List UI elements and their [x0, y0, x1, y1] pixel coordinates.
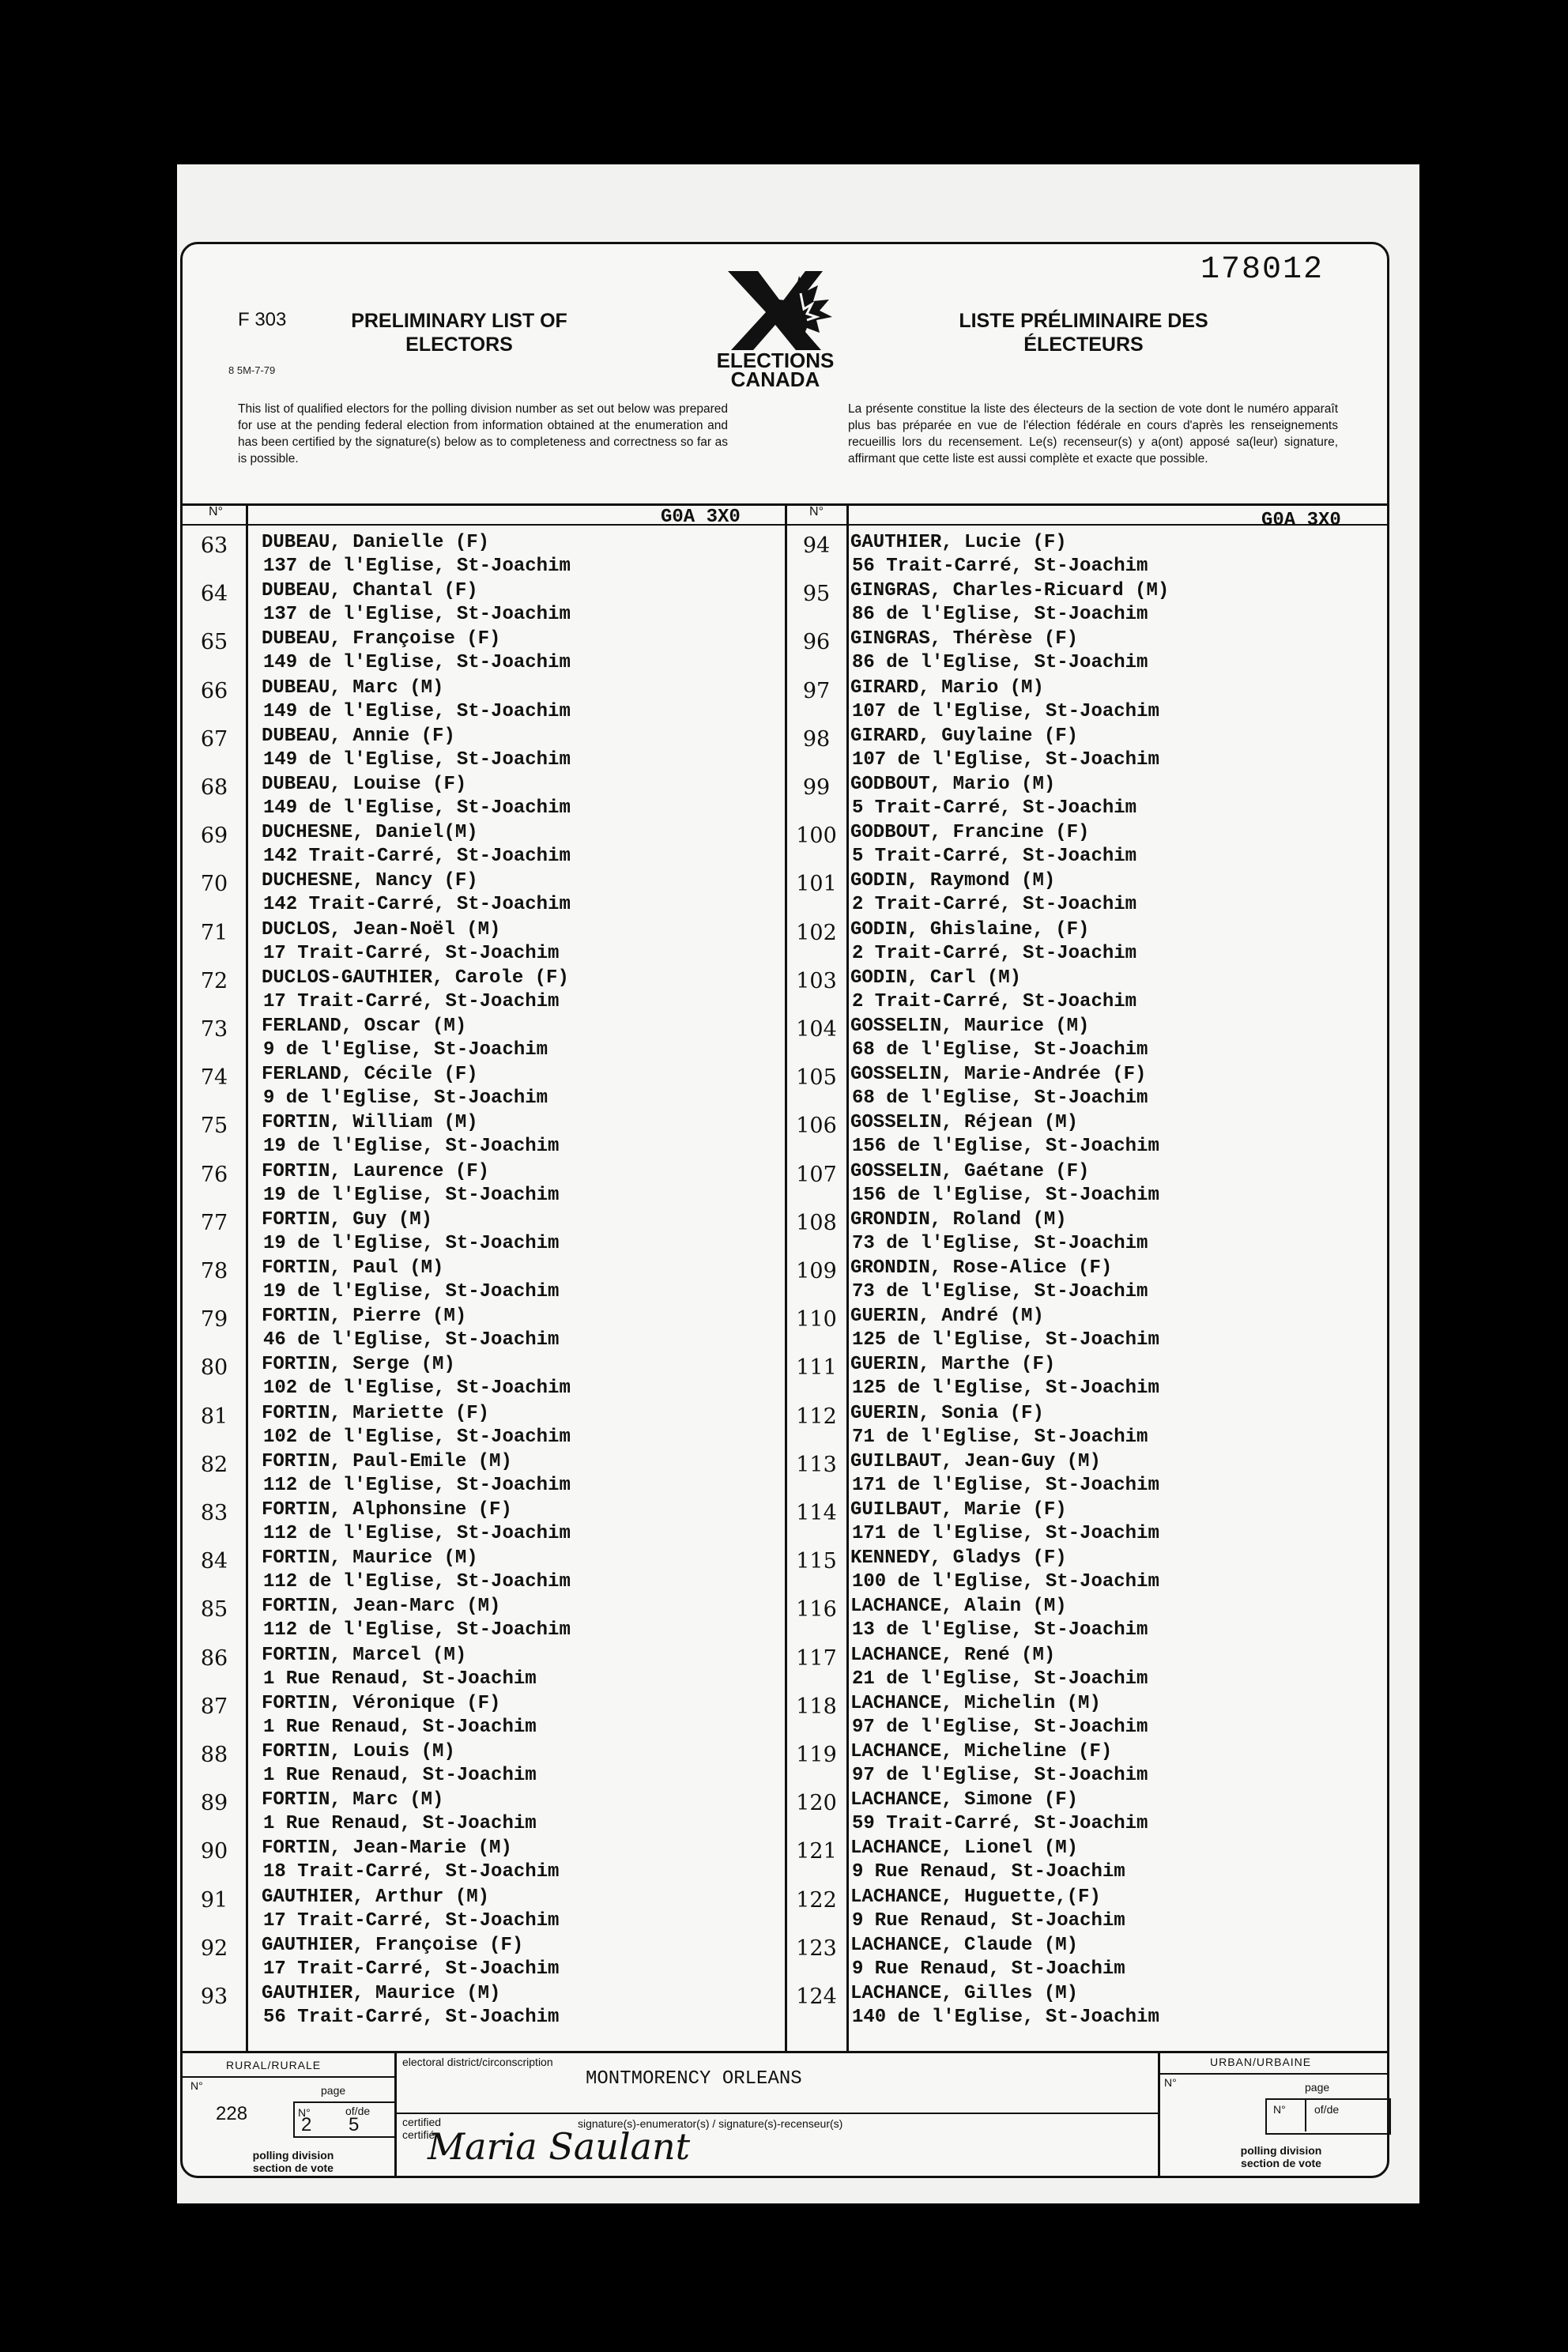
elector-number: 79	[200, 1307, 228, 1332]
elector-number: 71	[200, 920, 228, 945]
logo-wordmark-1: ELECTIONS	[716, 349, 835, 372]
elector-address: 68 de l'Eglise, St-Joachim	[852, 1039, 1148, 1061]
elector-name: DUCHESNE, Nancy (F)	[262, 870, 478, 892]
elector-number: 75	[200, 1114, 228, 1139]
elector-address: 125 de l'Eglise, St-Joachim	[852, 1329, 1159, 1351]
elector-name: FORTIN, Guy (M)	[262, 1208, 433, 1231]
elector-name: FORTIN, Louis (M)	[262, 1741, 455, 1762]
elector-name: FORTIN, Paul-Emile (M)	[262, 1450, 512, 1472]
elector-number: 92	[200, 1936, 228, 1961]
right-postal-code: G0A 3X0	[1261, 510, 1341, 531]
title-french: LISTE PRÉLIMINAIRE DES ÉLECTEURS	[959, 310, 1208, 356]
elector-entry	[183, 822, 1368, 870]
page-number: 2	[301, 2114, 312, 2135]
elector-name: DUCLOS-GAUTHIER, Carole (F)	[262, 967, 569, 989]
footer-rule	[183, 2051, 1389, 2053]
elector-number: 121	[796, 1839, 837, 1864]
elector-number: 120	[796, 1791, 837, 1816]
urban-page-label: page	[1305, 2081, 1330, 2094]
elector-address: 149 de l'Eglise, St-Joachim	[263, 797, 571, 819]
elector-address: 107 de l'Eglise, St-Joachim	[852, 748, 1159, 771]
elector-number: 76	[200, 1162, 228, 1187]
elector-name: GINGRAS, Charles-Ricuard (M)	[850, 580, 1170, 602]
elector-entry	[183, 1306, 1368, 1354]
district-label: electoral district/circonscription	[402, 2056, 553, 2068]
elector-address: 137 de l'Eglise, St-Joachim	[263, 604, 571, 626]
elector-name: FORTIN, Laurence (F)	[262, 1160, 490, 1182]
urban-of-label: of/de	[1314, 2103, 1340, 2116]
elector-entry	[183, 726, 1368, 774]
elector-entry	[183, 1209, 1368, 1257]
elector-name: FORTIN, Serge (M)	[262, 1354, 455, 1376]
elector-address: 102 de l'Eglise, St-Joachim	[263, 1378, 571, 1400]
elector-number: 82	[200, 1452, 228, 1477]
elector-address: 1 Rue Renaud, St-Joachim	[263, 1765, 537, 1786]
elector-name: GOSSELIN, Réjean (M)	[850, 1112, 1079, 1134]
elector-entry	[183, 1499, 1368, 1547]
elector-number: 123	[796, 1936, 837, 1961]
elector-address: 9 Rue Renaud, St-Joachim	[852, 1958, 1125, 1980]
elector-number: 77	[200, 1210, 228, 1235]
elector-name: DUCHESNE, Daniel(M)	[262, 822, 478, 844]
intro-english: This list of qualified electors for the polling division number as set out below was prepared for use at the pending federal election from information obtained at the enumeration and has been certified by the signature(s) below as to completeness and correctness so far as is possible.	[238, 402, 728, 466]
elector-entry	[183, 1403, 1368, 1451]
elector-address: 142 Trait-Carré, St-Joachim	[263, 894, 571, 916]
elector-name: FORTIN, Véronique (F)	[262, 1692, 501, 1714]
elector-number: 116	[796, 1597, 837, 1623]
elector-number: 101	[796, 872, 837, 897]
elector-address: 171 de l'Eglise, St-Joachim	[852, 1523, 1159, 1544]
elector-number: 96	[802, 630, 831, 655]
elector-address: 19 de l'Eglise, St-Joachim	[263, 1184, 560, 1206]
rural-polling-division: polling division section de vote	[252, 2149, 334, 2174]
elector-address: 140 de l'Eglise, St-Joachim	[852, 2007, 1159, 2028]
elector-name: GOSSELIN, Maurice (M)	[850, 1016, 1090, 1037]
elector-address: 73 de l'Eglise, St-Joachim	[852, 1232, 1148, 1254]
elector-number: 98	[802, 726, 831, 752]
elector-address: 73 de l'Eglise, St-Joachim	[852, 1281, 1148, 1302]
elector-number: 104	[796, 1017, 837, 1042]
rural-no-label: N°	[190, 2079, 203, 2092]
elector-name: DUBEAU, Louise (F)	[262, 774, 467, 795]
elections-canada-logo	[696, 265, 854, 391]
elector-address: 156 de l'Eglise, St-Joachim	[852, 1184, 1159, 1206]
elector-number: 85	[200, 1597, 228, 1623]
elector-address: 112 de l'Eglise, St-Joachim	[263, 1571, 571, 1593]
urban-label: URBAN/URBAINE	[1210, 2056, 1312, 2068]
elector-name: DUBEAU, Chantal (F)	[262, 580, 478, 602]
left-postal-code: G0A 3X0	[661, 507, 741, 528]
elector-name: GUILBAUT, Marie (F)	[850, 1499, 1067, 1521]
elector-number: 105	[796, 1065, 837, 1091]
elector-name: GUERIN, Sonia (F)	[850, 1402, 1044, 1424]
elector-address: 46 de l'Eglise, St-Joachim	[263, 1329, 560, 1351]
rural-page-label: page	[321, 2084, 346, 2097]
elector-name: GAUTHIER, Françoise (F)	[262, 1934, 524, 1956]
elector-name: LACHANCE, Lionel (M)	[850, 1838, 1079, 1860]
elector-name: GUILBAUT, Jean-Guy (M)	[850, 1450, 1101, 1472]
urban-no-label: N°	[1164, 2076, 1177, 2089]
elector-number: 115	[796, 1549, 837, 1574]
elector-name: FORTIN, Alphonsine (F)	[262, 1499, 512, 1521]
elector-number: 91	[200, 1887, 228, 1913]
elector-name: DUCLOS, Jean-Noël (M)	[262, 918, 501, 940]
electors-form	[180, 242, 1389, 2178]
elector-entry	[183, 1451, 1368, 1499]
elector-number: 111	[796, 1355, 837, 1381]
elector-number: 80	[200, 1355, 228, 1381]
elector-name: DUBEAU, Annie (F)	[262, 725, 455, 747]
elector-address: 86 de l'Eglise, St-Joachim	[852, 604, 1148, 626]
elector-address: 5 Trait-Carré, St-Joachim	[852, 797, 1137, 819]
elector-address: 2 Trait-Carré, St-Joachim	[852, 990, 1137, 1012]
elector-address: 17 Trait-Carré, St-Joachim	[263, 1909, 560, 1932]
elector-address: 100 de l'Eglise, St-Joachim	[852, 1571, 1159, 1593]
elector-name: DUBEAU, Danielle (F)	[262, 532, 490, 553]
elector-name: KENNEDY, Gladys (F)	[850, 1547, 1067, 1570]
elector-name: LACHANCE, Alain (M)	[850, 1596, 1067, 1618]
elector-entry	[183, 870, 1368, 918]
urban-rule	[1158, 2073, 1389, 2075]
elector-number: 88	[200, 1743, 228, 1767]
page-total: 5	[349, 2114, 360, 2135]
district-value: MONTMORENCY ORLEANS	[586, 2068, 802, 2090]
elector-number: 78	[200, 1259, 228, 1283]
logo-wordmark-2: CANADA	[730, 368, 820, 391]
elector-address: 56 Trait-Carré, St-Joachim	[263, 2007, 560, 2028]
elector-number: 70	[200, 872, 228, 897]
elector-entry	[183, 1886, 1368, 1935]
elector-address: 112 de l'Eglise, St-Joachim	[263, 1474, 571, 1496]
elector-number: 69	[200, 824, 228, 849]
elector-entry	[183, 1064, 1368, 1112]
elector-address: 68 de l'Eglise, St-Joachim	[852, 1087, 1148, 1110]
elector-address: 9 de l'Eglise, St-Joachim	[263, 1087, 548, 1110]
elector-entry	[183, 1789, 1368, 1838]
elector-number: 110	[796, 1307, 837, 1332]
elector-number: 113	[796, 1452, 837, 1477]
elector-number: 99	[802, 775, 831, 800]
elector-number: 87	[200, 1694, 228, 1719]
elector-name: FORTIN, Marc (M)	[262, 1789, 444, 1811]
elector-address: 5 Trait-Carré, St-Joachim	[852, 846, 1137, 868]
elector-address: 102 de l'Eglise, St-Joachim	[263, 1426, 571, 1448]
form-print-code: 8 5M-7-79	[228, 364, 276, 376]
elector-address: 9 Rue Renaud, St-Joachim	[852, 1861, 1125, 1883]
elector-number: 93	[200, 1984, 228, 2009]
urban-page-no-label: N°	[1273, 2103, 1286, 2116]
elector-number: 74	[200, 1065, 228, 1091]
elector-address: 171 de l'Eglise, St-Joachim	[852, 1474, 1159, 1496]
certified-label: certified certifié	[402, 2116, 442, 2141]
elector-number: 65	[200, 630, 228, 655]
elector-entry	[183, 580, 1368, 628]
elector-name: LACHANCE, Michelin (M)	[850, 1692, 1101, 1714]
elector-address: 13 de l'Eglise, St-Joachim	[852, 1619, 1148, 1642]
elector-entry	[183, 919, 1368, 967]
elector-entry	[183, 1112, 1368, 1160]
elector-address: 149 de l'Eglise, St-Joachim	[263, 700, 571, 722]
elector-address: 112 de l'Eglise, St-Joachim	[263, 1523, 571, 1544]
elector-number: 73	[200, 1017, 228, 1042]
elector-entry	[183, 677, 1368, 726]
right-no-header: N°	[809, 505, 824, 518]
elector-entry	[183, 1935, 1368, 1983]
elector-entry	[183, 1838, 1368, 1886]
elector-address: 149 de l'Eglise, St-Joachim	[263, 652, 571, 674]
page-no-label: N°	[298, 2106, 311, 2119]
elector-name: FORTIN, Mariette (F)	[262, 1402, 490, 1424]
elector-number: 66	[200, 678, 228, 703]
elector-entry	[183, 774, 1368, 822]
elector-name: LACHANCE, Claude (M)	[850, 1934, 1079, 1956]
elector-name: GODIN, Ghislaine, (F)	[850, 918, 1090, 940]
elector-name: DUBEAU, Marc (M)	[262, 677, 444, 699]
rural-label: RURAL/RURALE	[226, 2059, 322, 2071]
elector-name: GODBOUT, Mario (M)	[850, 774, 1056, 795]
elector-name: GRONDIN, Roland (M)	[850, 1208, 1067, 1231]
elector-entry	[183, 1354, 1368, 1402]
elector-name: GIRARD, Guylaine (F)	[850, 725, 1079, 747]
elector-name: LACHANCE, Huguette,(F)	[850, 1886, 1101, 1908]
elector-address: 17 Trait-Carré, St-Joachim	[263, 1958, 560, 1980]
elector-name: GOSSELIN, Marie-Andrée (F)	[850, 1064, 1147, 1086]
title-english: PRELIMINARY LIST OF ELECTORS	[351, 310, 567, 356]
elector-number: 112	[796, 1404, 837, 1429]
elector-number: 106	[796, 1114, 837, 1139]
elector-name: FORTIN, Pierre (M)	[262, 1306, 467, 1328]
elector-address: 1 Rue Renaud, St-Joachim	[263, 1813, 537, 1835]
elector-number: 64	[200, 582, 228, 607]
enumerator-signature: Maria Saulant	[428, 2125, 691, 2168]
elector-number: 100	[796, 824, 837, 849]
elector-address: 107 de l'Eglise, St-Joachim	[852, 700, 1159, 722]
elector-address: 71 de l'Eglise, St-Joachim	[852, 1426, 1148, 1448]
elector-name: GRONDIN, Rose-Alice (F)	[850, 1257, 1113, 1279]
elector-entry	[183, 1596, 1368, 1644]
elector-number: 81	[200, 1404, 228, 1429]
elector-number: 118	[796, 1694, 837, 1719]
elector-name: FERLAND, Oscar (M)	[262, 1016, 467, 1037]
elector-entry	[183, 1983, 1368, 2031]
elector-number: 86	[200, 1645, 228, 1671]
elector-name: LACHANCE, Micheline (F)	[850, 1741, 1113, 1762]
elector-number: 108	[796, 1210, 837, 1235]
elector-name: GODBOUT, Francine (F)	[850, 822, 1090, 844]
elector-number: 124	[796, 1984, 837, 2009]
elector-name: GAUTHIER, Maurice (M)	[262, 1983, 501, 2004]
elector-address: 19 de l'Eglise, St-Joachim	[263, 1136, 560, 1158]
elector-number: 95	[802, 582, 831, 607]
elector-entry	[183, 967, 1368, 1016]
elector-entry	[183, 1693, 1368, 1741]
elector-number: 114	[796, 1501, 837, 1525]
elector-name: FORTIN, Paul (M)	[262, 1257, 444, 1279]
elector-address: 1 Rue Renaud, St-Joachim	[263, 1716, 537, 1738]
elector-address: 149 de l'Eglise, St-Joachim	[263, 748, 571, 771]
elector-number: 109	[796, 1259, 837, 1283]
elector-address: 125 de l'Eglise, St-Joachim	[852, 1378, 1159, 1400]
elector-number: 63	[200, 533, 228, 558]
elector-name: GAUTHIER, Lucie (F)	[850, 532, 1067, 553]
elector-name: FORTIN, William (M)	[262, 1112, 478, 1134]
elector-number: 94	[802, 533, 831, 558]
elector-address: 142 Trait-Carré, St-Joachim	[263, 846, 571, 868]
elector-number: 117	[796, 1645, 837, 1671]
elector-name: GUERIN, André (M)	[850, 1306, 1044, 1328]
elector-address: 17 Trait-Carré, St-Joachim	[263, 990, 560, 1012]
elector-entry	[183, 1161, 1368, 1209]
elector-address: 137 de l'Eglise, St-Joachim	[263, 556, 571, 577]
elector-name: GODIN, Carl (M)	[850, 967, 1022, 989]
elector-name: FORTIN, Maurice (M)	[262, 1547, 478, 1570]
elector-address: 56 Trait-Carré, St-Joachim	[852, 556, 1148, 577]
left-no-header: N°	[209, 505, 223, 518]
footer-right-rule	[1158, 2051, 1160, 2177]
elector-number: 122	[796, 1887, 837, 1913]
elector-entry	[183, 1016, 1368, 1064]
urban-polling-division: polling division section de vote	[1240, 2144, 1322, 2169]
elector-address: 156 de l'Eglise, St-Joachim	[852, 1136, 1159, 1158]
elector-number: 107	[796, 1162, 837, 1187]
elector-name: FERLAND, Cécile (F)	[262, 1064, 478, 1086]
form-code: F 303	[238, 309, 287, 330]
elector-address: 112 de l'Eglise, St-Joachim	[263, 1619, 571, 1642]
rural-rule	[183, 2076, 394, 2078]
elector-address: 2 Trait-Carré, St-Joachim	[852, 942, 1137, 964]
elector-number: 72	[200, 968, 228, 993]
elector-address: 18 Trait-Carré, St-Joachim	[263, 1861, 560, 1883]
elector-name: GUERIN, Marthe (F)	[850, 1354, 1056, 1376]
elector-name: FORTIN, Jean-Marie (M)	[262, 1838, 512, 1860]
elector-number: 97	[802, 678, 831, 703]
elector-address: 17 Trait-Carré, St-Joachim	[263, 942, 560, 964]
elector-entry	[183, 628, 1368, 677]
elector-number: 119	[796, 1743, 837, 1767]
elector-address: 21 de l'Eglise, St-Joachim	[852, 1668, 1148, 1690]
elector-number: 90	[200, 1839, 228, 1864]
elector-address: 86 de l'Eglise, St-Joachim	[852, 652, 1148, 674]
elector-name: LACHANCE, Gilles (M)	[850, 1983, 1079, 2004]
elector-address: 2 Trait-Carré, St-Joachim	[852, 894, 1137, 916]
elector-entry	[183, 1257, 1368, 1306]
page-of-label: of/de	[345, 2105, 371, 2117]
elector-entry	[183, 1645, 1368, 1693]
elector-number: 103	[796, 968, 837, 993]
elector-name: LACHANCE, René (M)	[850, 1644, 1056, 1666]
elector-name: GODIN, Raymond (M)	[850, 870, 1056, 892]
elector-name: LACHANCE, Simone (F)	[850, 1789, 1079, 1811]
elector-address: 19 de l'Eglise, St-Joachim	[263, 1232, 560, 1254]
elector-address: 9 de l'Eglise, St-Joachim	[263, 1039, 548, 1061]
elector-entry	[183, 532, 1368, 580]
elector-address: 59 Trait-Carré, St-Joachim	[852, 1813, 1148, 1835]
elector-name: GAUTHIER, Arthur (M)	[262, 1886, 490, 1908]
elector-address: 9 Rue Renaud, St-Joachim	[852, 1909, 1125, 1932]
intro-french: La présente constitue la liste des électeurs de la section de vote dont le numéro apparaît plus bas préparée en vue de l'élection fédérale en cours d'après les renseignements recueillis lors du recensement. Le(s) recenseur(s) y a(ont) apposé sa(leur) signature, affirmant que cette liste est aussi complète et exacte que possible.	[848, 402, 1338, 466]
elector-entry	[183, 1547, 1368, 1596]
serial-number: 178012	[1200, 252, 1324, 288]
elector-number: 102	[796, 920, 837, 945]
elector-address: 97 de l'Eglise, St-Joachim	[852, 1716, 1148, 1738]
elector-name: GIRARD, Mario (M)	[850, 677, 1044, 699]
rural-number: 228	[216, 2103, 248, 2124]
elector-number: 84	[200, 1549, 228, 1574]
elector-address: 1 Rue Renaud, St-Joachim	[263, 1668, 537, 1690]
elector-number: 68	[200, 775, 228, 800]
elector-entry	[183, 1741, 1368, 1789]
elector-name: DUBEAU, Françoise (F)	[262, 628, 501, 650]
elector-number: 83	[200, 1501, 228, 1525]
signature-label: signature(s)-enumerator(s) / signature(s)-recenseur(s)	[578, 2117, 843, 2130]
elector-name: GINGRAS, Thérèse (F)	[850, 628, 1079, 650]
elector-number: 89	[200, 1791, 228, 1816]
elector-number: 67	[200, 726, 228, 752]
maple-leaf-x-icon	[696, 265, 854, 352]
elector-name: FORTIN, Marcel (M)	[262, 1644, 467, 1666]
elector-address: 97 de l'Eglise, St-Joachim	[852, 1765, 1148, 1786]
elector-name: FORTIN, Jean-Marc (M)	[262, 1596, 501, 1618]
district-rule	[394, 2113, 1158, 2114]
elector-name: GOSSELIN, Gaétane (F)	[850, 1160, 1090, 1182]
elector-address: 19 de l'Eglise, St-Joachim	[263, 1281, 560, 1302]
